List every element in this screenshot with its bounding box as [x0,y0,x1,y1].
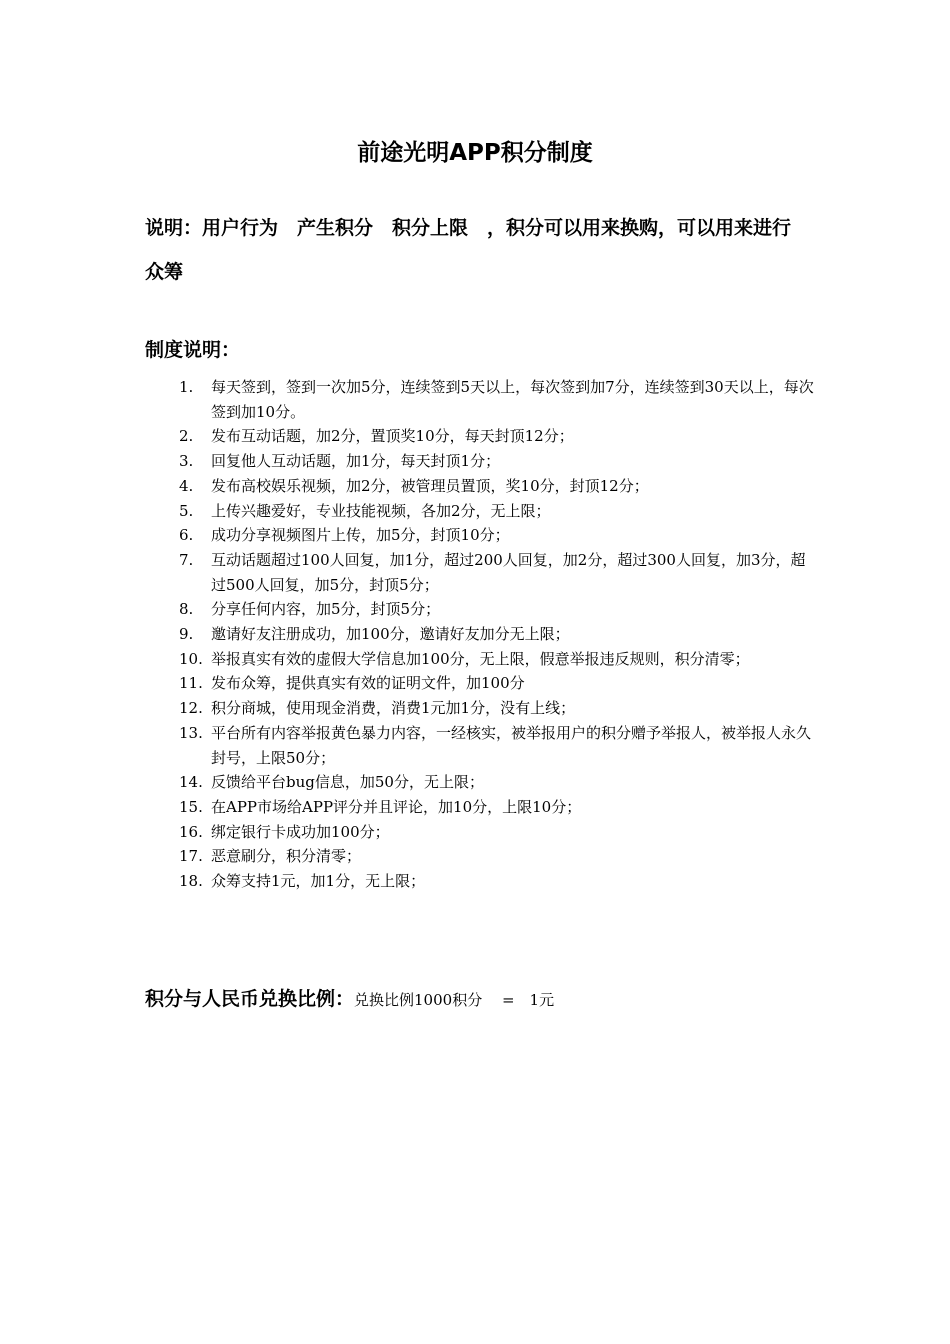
list-item-number: 15. [179,797,203,816]
exchange-rate-line [145,984,805,1015]
exchange-rate-label: 积分与人民币兑换比例： [145,988,355,1010]
list-item [145,375,815,424]
list-item-number: 6. [179,526,194,545]
list-item-text: 反馈给平台bug信息，加50分，无上限； [211,773,484,792]
list-item-number: 17. [179,847,203,866]
list-item-number: 7. [179,550,194,569]
exchange-rate-value: 兑换比例1000积分 = 1元 [354,991,555,1009]
list-item-number: 11. [179,674,203,693]
list-item-text: 恶意刷分，积分清零； [211,847,362,866]
list-item-number: 1. [179,378,194,396]
list-item [145,597,815,622]
list-item [145,671,815,696]
list-item [145,424,815,449]
intro-paragraph: 说明：用户行为 产生积分 积分上限 ，积分可以用来换购，可以用来进行众筹 [145,217,792,283]
list-item [145,770,815,795]
list-item [145,499,815,524]
list-item-text: 回复他人互动话题，加1分，每天封顶1分； [211,452,501,471]
list-item-number: 5. [179,501,194,520]
list-item-number: 16. [179,822,203,841]
list-item-text: 成功分享视频图片上传，加5分，封顶10分； [211,526,510,545]
list-item [145,474,815,499]
list-item-text: 每天签到，签到一次加5分，连续签到5天以上，每次签到加7分，连续签到30天以上，每次签到加10分。 [211,378,814,421]
list-item-number: 13. [179,723,203,742]
list-item [145,844,815,869]
list-item-number: 14. [179,773,203,792]
list-item-text: 绑定银行卡成功加100分； [211,822,390,841]
list-item-text: 平台所有内容举报黄色暴力内容，一经核实，被举报用户的积分赠予举报人，被举报人永久封号，上限50分； [211,723,812,767]
list-item [145,647,815,672]
list-item-text: 邀请好友注册成功，加100分，邀请好友加分无上限； [211,625,570,644]
list-item [145,869,815,894]
list-item-number: 4. [179,476,194,495]
list-item-text: 积分商城，使用现金消费，消费1元加1分，没有上线； [211,699,576,718]
rules-list [145,375,815,894]
list-item-text: 分享任何内容，加5分，封顶5分； [211,600,441,619]
list-item [145,721,815,770]
list-item-text: 发布高校娱乐视频，加2分，被管理员置顶，奖10分，封顶12分； [211,476,649,495]
list-item [145,449,815,474]
list-item-text: 在APP市场给APP评分并且评论，加10分，上限10分； [211,797,582,816]
list-item-text: 上传兴趣爱好，专业技能视频，各加2分，无上限； [211,501,551,520]
list-item [145,622,815,647]
list-item [145,548,815,597]
list-item-number: 12. [179,699,203,718]
list-item-text: 发布互动话题，加2分，置顶奖10分，每天封顶12分； [211,427,574,446]
list-item-number: 18. [179,872,203,891]
list-item [145,696,815,721]
list-item-number: 10. [179,649,203,668]
list-item [145,820,815,845]
list-item-text: 互动话题超过100人回复，加1分，超过200人回复，加2分，超过300人回复，加3分，超过500人回复，加5分，封顶5分； [211,550,806,594]
list-item-text: 发布众筹，提供真实有效的证明文件，加100分 [211,674,525,693]
page-title: 前途光明APP积分制度 [357,140,593,166]
list-item-number: 9. [179,625,194,644]
list-item-number: 8. [179,600,194,619]
list-item-number: 2. [179,427,194,446]
list-item [145,523,815,548]
list-item [145,795,815,820]
list-item-text: 众筹支持1元，加1分，无上限； [211,872,426,891]
section-heading: 制度说明： [145,339,241,361]
list-item-text: 举报真实有效的虚假大学信息加100分，无上限，假意举报违反规则，积分清零； [211,649,750,668]
list-item-number: 3. [179,452,194,471]
